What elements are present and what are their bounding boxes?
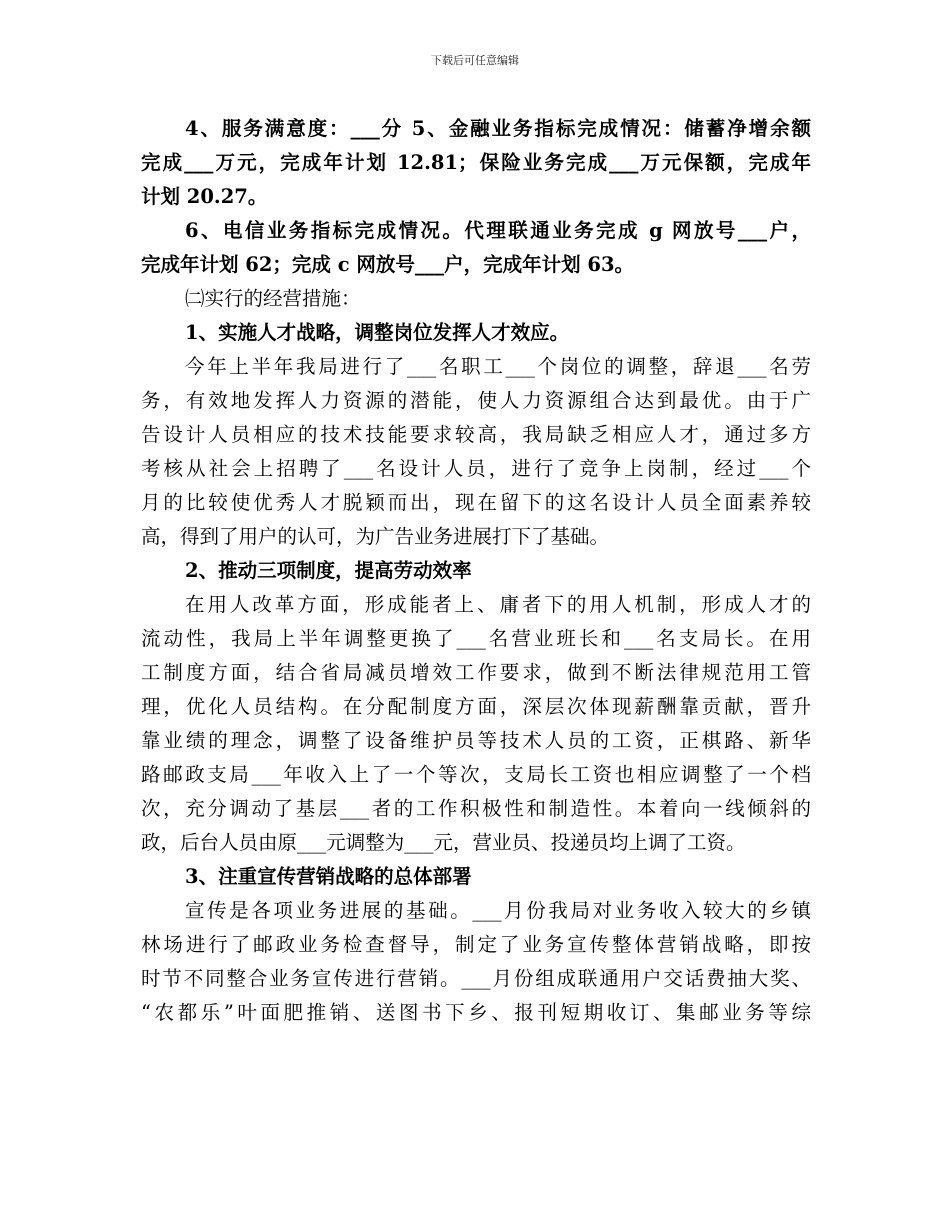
- text-line: 次，充分调动了基层___者的工作积极性和制造性。本着向一线倾斜的: [141, 797, 811, 820]
- text-line: 工制度方面，结合省局减员增效工作要求，做到不断法律规范用工管: [141, 661, 811, 684]
- text-line: 路邮政支局___年收入上了一个等次，支局长工资也相应调整了一个档: [141, 763, 811, 786]
- document-body: [141, 112, 811, 1030]
- text-line: 6、电信业务指标完成情况。代理联通业务完成 g 网放号___户，: [185, 219, 811, 242]
- paragraph: [141, 894, 811, 1030]
- text-line: 完成年计划 62；完成 c 网放号___户，完成年计划 63。: [141, 253, 635, 276]
- text-line: 在用人改革方面，形成能者上、庸者下的用人机制，形成人才的: [185, 593, 811, 616]
- text-line: 1、实施人才战略，调整岗位发挥人才效应。: [185, 321, 570, 344]
- text-line: 3、注重宣传营销战略的总体部署: [185, 865, 472, 888]
- text-line: 4、服务满意度：___分 5、金融业务指标完成情况：储蓄净增余额: [185, 117, 811, 140]
- text-line: 时节不同整合业务宣传进行营销。___月份组成联通用户交话费抽大奖、: [141, 967, 811, 990]
- text-line: 月的比较使优秀人才脱颖而出，现在留下的这名设计人员全面素养较: [141, 491, 811, 514]
- text-line: 宣传是各项业务进展的基础。___月份我局对业务收入较大的乡镇: [185, 899, 811, 922]
- text-line: 考核从社会上招聘了___名设计人员，进行了竞争上岗制，经过___个: [141, 457, 811, 480]
- section-heading: [141, 860, 811, 894]
- text-line: 靠业绩的理念，调整了设备维护员等技术人员的工资，正棋路、新华: [141, 729, 811, 752]
- page-header: 下载后可任意编辑: [431, 54, 519, 67]
- text-line: 务，有效地发挥人力资源的潜能，使人力资源组合达到最优。由于广: [141, 389, 811, 412]
- text-line: 计划 20.27。: [141, 185, 268, 208]
- section-heading: [141, 112, 811, 214]
- paragraph: [141, 282, 811, 316]
- text-line: 流动性，我局上半年调整更换了___名营业班长和___名支局长。在用: [141, 627, 811, 650]
- section-heading: [141, 214, 811, 282]
- section-heading: [141, 554, 811, 588]
- text-line: 政，后台人员由原___元调整为___元，营业员、投递员均上调了工资。: [141, 831, 746, 854]
- text-line: 高，得到了用户的认可，为广告业务进展打下了基础。: [141, 525, 610, 548]
- text-line: 告设计人员相应的技术技能要求较高，我局缺乏相应人才，通过多方: [141, 423, 811, 446]
- text-line: 理，优化人员结构。在分配制度方面，深层次体现薪酬靠贡献，晋升: [141, 695, 811, 718]
- text-line: ㈡实行的经营措施：: [185, 287, 361, 310]
- paragraph: [141, 350, 811, 554]
- text-line: 林场进行了邮政业务检查督导，制定了业务宣传整体营销战略，即按: [141, 933, 811, 956]
- text-line: 2、推动三项制度，提高劳动效率: [185, 559, 472, 582]
- text-line: “农都乐”叶面肥推销、送图书下乡、报刊短期收订、集邮业务等综: [141, 1001, 811, 1024]
- text-line: 完成___万元，完成年计划 12.81；保险业务完成___万元保额，完成年: [141, 151, 811, 174]
- text-line: 今年上半年我局进行了___名职工___个岗位的调整，辞退___名劳: [185, 355, 811, 378]
- section-heading: [141, 316, 811, 350]
- paragraph: [141, 588, 811, 860]
